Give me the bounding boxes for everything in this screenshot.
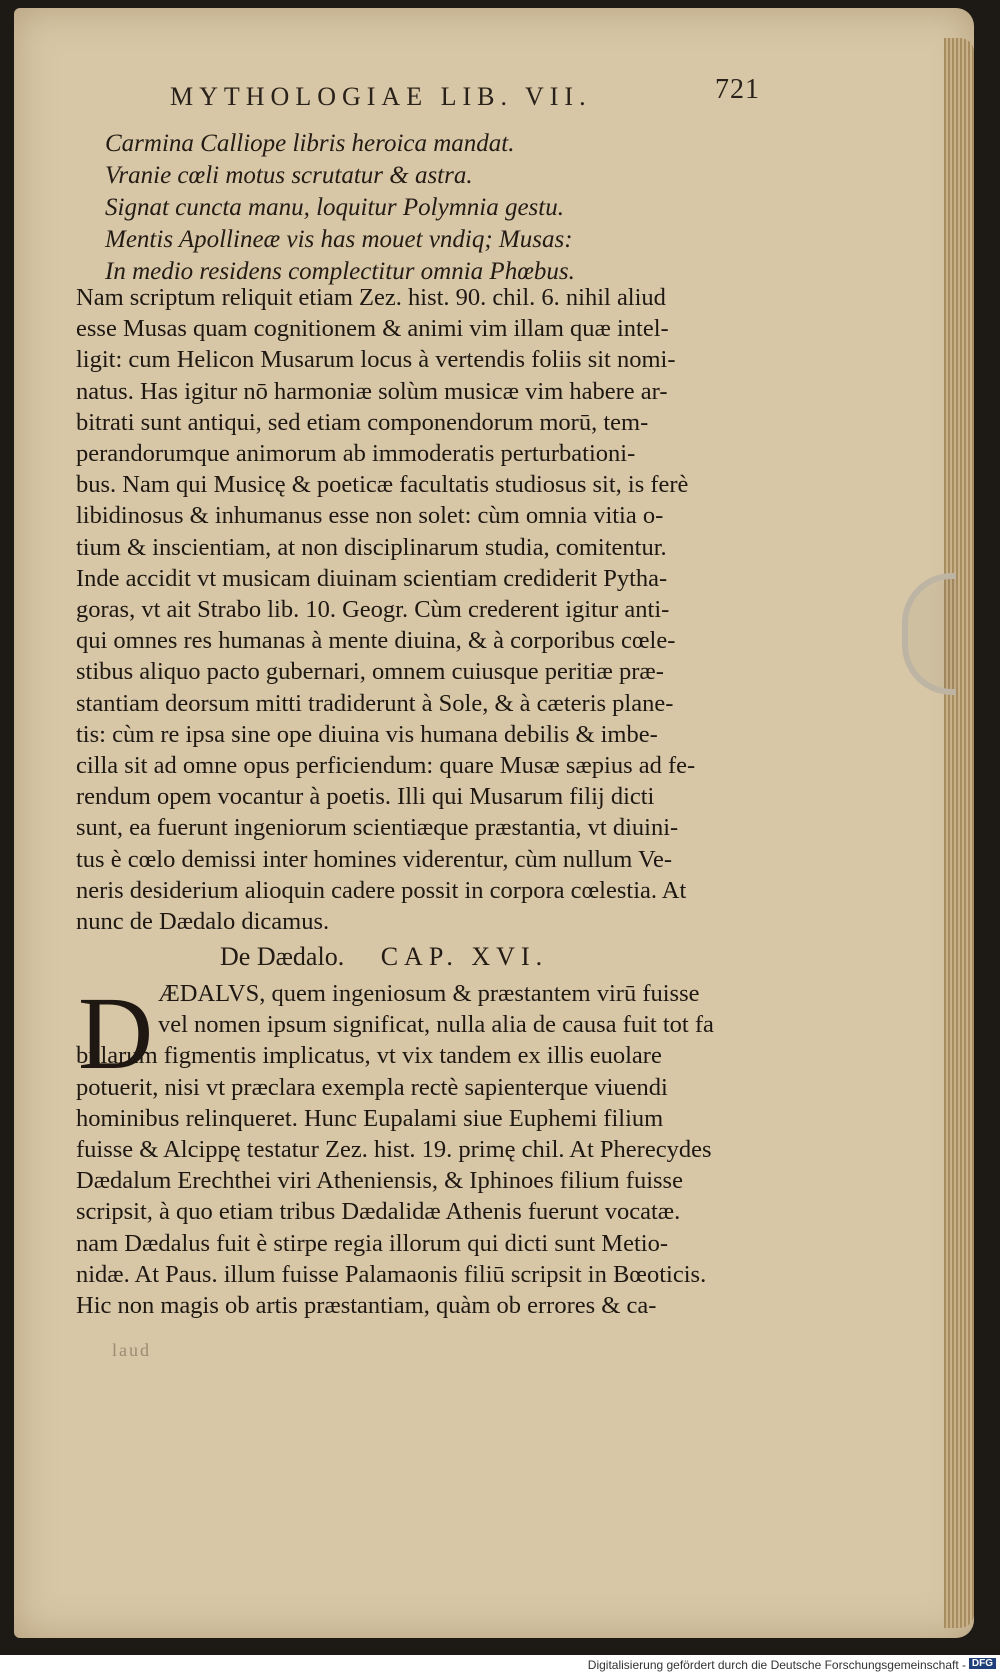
text-line: goras, vt ait Strabo lib. 10. Geogr. Cùm crederent igitur anti- (76, 596, 670, 624)
text-line: tium & inscientiam, at non disciplinarum studia, comitentur. (76, 533, 667, 561)
chapter-title: De Dædalo. (220, 942, 345, 971)
text-line: scripsit, à quo etiam tribus Dædalidæ Athenis fuerunt vocatæ. (76, 1198, 681, 1226)
catchword: laud (112, 1340, 151, 1360)
footer-credit: Digitalisierung gefördert durch die Deutsche Forschungsgemeinschaft - (587, 1658, 966, 1672)
text-line: Hic non magis ob artis præstantiam, quàm ob errores & ca- (76, 1292, 657, 1320)
chapter-heading (220, 942, 620, 972)
page-edges (944, 38, 974, 1628)
text-line: bitrati sunt antiqui, sed etiam componendorum morū, tem- (76, 408, 649, 436)
verse-block (105, 128, 725, 288)
chapter-label: CAP. XVI. (380, 942, 549, 971)
text-line: hominibus relinqueret. Hunc Eupalami siue Euphemi filium (76, 1104, 664, 1132)
text-line: nunc de Dædalo dicamus. (76, 908, 330, 936)
text-line: nam Dædalus fuit è stirpe regia illorum qui dicti sunt Metio- (76, 1229, 668, 1257)
digitization-footer (0, 1655, 1000, 1675)
paragraph-daedalus (76, 978, 741, 1321)
paragraph-muses (76, 282, 741, 937)
text-line: natus. Has igitur nō harmoniæ solùm musicæ vim habere ar- (76, 377, 668, 405)
dfg-logo: DFG (969, 1658, 996, 1669)
text-line: bularum figmentis implicatus, vt vix tandem ex illis euolare (76, 1042, 662, 1070)
text-line: rendum opem vocantur à poetis. Illi qui Musarum filij dicti (76, 783, 655, 811)
text-line: ÆDALVS, quem ingeniosum & præstantem virū fuisse (158, 980, 700, 1007)
page-header (170, 74, 760, 122)
text-line: potuerit, nisi vt præclara exempla rectè sapienterque viuendi (76, 1073, 668, 1101)
text-line: Dædalum Erechthei viri Atheniensis, & Iphinoes filium fuisse (76, 1167, 683, 1195)
text-line: tis: cùm re ipsa sine ope diuina vis humana debilis & imbe- (76, 720, 658, 748)
text-line: ligit: cum Helicon Musarum locus à vertendis foliis sit nomi- (76, 346, 676, 374)
drop-cap-initial: D (78, 976, 154, 1091)
text-line: Inde accidit vt musicam diuinam scientiam crediderit Pytha- (76, 564, 668, 592)
text-line: stibus aliquo pacto gubernari, omnem cuiusque peritiæ præ- (76, 658, 664, 686)
text-line: esse Musas quam cognitionem & animi vim illam quæ intel- (76, 315, 669, 343)
folio-number: 721 (715, 74, 760, 105)
verse-line: Signat cuncta manu, loquitur Polymnia gestu. (105, 194, 564, 221)
verse-line: Vranie cœli motus scrutatur & astra. (105, 162, 473, 189)
verse-line: Mentis Apollineæ vis has mouet vndiq; Musas: (105, 226, 573, 253)
page-clip (902, 573, 956, 695)
text-line: vel nomen ipsum significat, nulla alia de causa fuit tot fa (158, 1011, 714, 1039)
verse-line: Carmina Calliope libris heroica mandat. (105, 130, 515, 157)
text-line: cilla sit ad omne opus perficiendum: quare Musæ sæpius ad fe- (76, 752, 696, 780)
text-line: libidinosus & inhumanus esse non solet: cùm omnia vitia o- (76, 502, 664, 530)
text-line: stantiam deorsum mitti tradiderunt à Sole, & à cæteris plane- (76, 689, 674, 717)
text-line: nidæ. At Paus. illum fuisse Palamaonis filiū scripsit in Bœoticis. (76, 1260, 707, 1288)
text-line: neris desiderium alioquin cadere possit in corpora cœlestia. At (76, 876, 687, 904)
text-line: Nam scriptum reliquit etiam Zez. hist. 90. chil. 6. nihil aliud (76, 284, 666, 311)
text-line: tus è cœlo demissi inter homines viderentur, cùm nullum Ve- (76, 845, 672, 873)
text-line: qui omnes res humanas à mente diuina, & à corporibus cœle- (76, 627, 676, 655)
text-line: perandorumque animorum ab immoderatis perturbationi- (76, 440, 636, 468)
text-line: fuisse & Alcippę testatur Zez. hist. 19. primę chil. At Pherecydes (76, 1136, 712, 1164)
text-line: bus. Nam qui Musicę & poeticæ facultatis studiosus sit, is ferè (76, 471, 689, 499)
text-line: sunt, ea fuerunt ingeniorum scientiæque præstantia, vt diuini- (76, 814, 679, 842)
running-title: MYTHOLOGIAE LIB. VII. (170, 82, 592, 111)
verse-line: In medio residens complectitur omnia Phœbus. (105, 258, 575, 285)
